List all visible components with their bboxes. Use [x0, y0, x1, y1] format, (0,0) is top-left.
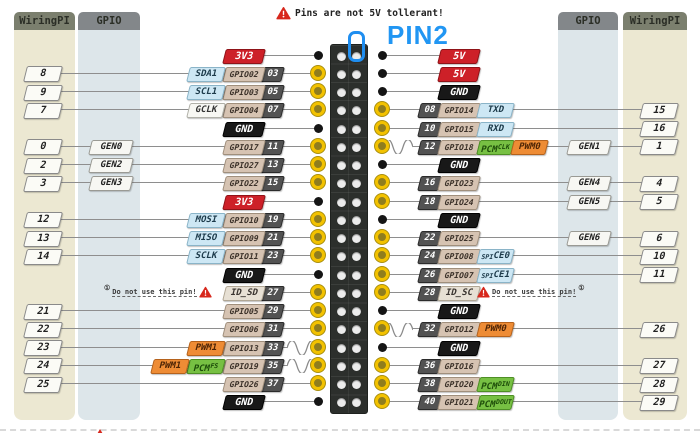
gpio-pin-dot	[311, 376, 325, 390]
pin-number-badge: 36	[417, 359, 442, 374]
gpio-pin-dot	[311, 102, 325, 116]
wiringpi-badge: 6	[639, 231, 679, 247]
wiringpi-badge: 26	[639, 322, 679, 338]
right-wiringpi-header: WiringPI	[623, 12, 687, 30]
gpio-pin-dot	[375, 321, 389, 335]
gpio-label: GPIO26	[222, 377, 266, 392]
header-hole	[352, 325, 361, 334]
pin-number-badge: 31	[260, 322, 285, 337]
left-gpio-header: GPIO	[78, 12, 140, 30]
gpio-label: GPIO04	[222, 103, 266, 118]
function-label: MISO	[186, 231, 226, 246]
id-pin-label: ID_SD	[222, 286, 266, 301]
gpio-label: GPIO22	[222, 176, 266, 191]
header-hole	[352, 179, 361, 188]
wiringpi-badge: 16	[639, 121, 679, 137]
left-wiringpi-header: WiringPI	[14, 12, 75, 30]
gen-label: GEN3	[88, 176, 134, 191]
header-hole	[352, 106, 361, 115]
header-hole	[337, 307, 346, 316]
wiringpi-badge: 14	[23, 249, 63, 265]
gpio-pin-dot	[311, 321, 325, 335]
wiringpi-badge: 3	[23, 176, 63, 192]
ground-label: GND	[222, 122, 266, 137]
pin-number-badge: 35	[260, 359, 285, 374]
header-hole	[337, 325, 346, 334]
wiringpi-badge: 9	[23, 85, 63, 101]
header-hole	[352, 307, 361, 316]
pin-number-badge: 29	[260, 304, 285, 319]
gpio-label: GPIO11	[222, 249, 266, 264]
header-hole	[337, 161, 346, 170]
function-label: SPICE0	[476, 249, 515, 264]
function-label: TXD	[476, 103, 515, 118]
pin-number-badge: 40	[417, 395, 442, 410]
gen-label: GEN1	[566, 140, 612, 155]
wiringpi-badge: 27	[639, 358, 679, 374]
wiringpi-badge: 5	[639, 194, 679, 210]
pin-header-connector	[330, 44, 368, 414]
note-ref: ①	[104, 284, 111, 293]
function-label: SDA1	[186, 67, 226, 82]
right-gpio-column	[558, 30, 618, 420]
function-label: MOSI	[186, 213, 226, 228]
power-pin-dot	[378, 343, 387, 352]
header-hole	[337, 143, 346, 152]
gpio-pin-dot	[311, 175, 325, 189]
gpio-label: GPIO18	[437, 140, 481, 155]
gpio-label: GPIO19	[222, 359, 266, 374]
wiringpi-badge: 15	[639, 103, 679, 119]
pin-number-badge: 32	[417, 322, 442, 337]
pin-number-badge: 19	[260, 213, 285, 228]
gpio-pin-dot	[375, 102, 389, 116]
pcm-label: $PCM^{DIN}$	[476, 377, 515, 392]
header-hole	[337, 271, 346, 280]
left-gpio-column	[78, 30, 140, 420]
pin-number-badge: 33	[260, 341, 285, 356]
wiringpi-badge: 29	[639, 395, 679, 411]
pcm-label: $PCM^{FS}$	[186, 359, 226, 374]
ground-label: GND	[437, 158, 481, 173]
pin-number-badge: 16	[417, 176, 442, 191]
pwm-label: PWM1	[150, 359, 190, 374]
ground-label: GND	[437, 341, 481, 356]
power-pin-dot	[378, 160, 387, 169]
gpio-label: GPIO20	[437, 377, 481, 392]
header-hole	[352, 88, 361, 97]
wiringpi-badge: 11	[639, 267, 679, 283]
header-hole	[352, 125, 361, 134]
gpio-label: GPIO16	[437, 359, 481, 374]
header-hole	[352, 271, 361, 280]
pin-number-badge: 18	[417, 195, 442, 210]
warning-icon	[199, 286, 212, 298]
gpio-label: GPIO15	[437, 122, 481, 137]
gpio-pin-dot	[311, 157, 325, 171]
header-hole	[337, 380, 346, 389]
gpio-pin-dot	[311, 139, 325, 153]
function-label: SPICE1	[476, 268, 515, 283]
header-hole	[337, 216, 346, 225]
gpio-label: GPIO21	[437, 395, 481, 410]
pcm-label: $PCM^{DOUT}$	[476, 395, 515, 410]
wiringpi-badge: 12	[23, 212, 63, 228]
ground-label: GND	[437, 85, 481, 100]
wiringpi-badge: 1	[639, 139, 679, 155]
pin-number-badge: 21	[260, 231, 285, 246]
header-hole	[352, 398, 361, 407]
gpio-pin-dot	[375, 175, 389, 189]
do-not-use-note	[104, 286, 212, 298]
wiringpi-badge: 13	[23, 231, 63, 247]
voltage-warning-text: Pins are not 5V tollerant!	[295, 7, 444, 19]
gpio-pin-dot	[375, 194, 389, 208]
pwm-label: PWM0	[510, 140, 549, 155]
gpio-label: GPIO24	[437, 195, 481, 210]
pin-number-badge: 12	[417, 140, 442, 155]
gpio-pin-dot	[311, 340, 325, 354]
ground-label: GND	[222, 395, 266, 410]
warning-icon	[477, 286, 490, 298]
pin-number-badge: 15	[260, 176, 285, 191]
wiringpi-badge: 4	[639, 176, 679, 192]
header-hole	[337, 52, 346, 61]
note-ref: ①	[578, 284, 585, 293]
gpio-pin-dot	[311, 212, 325, 226]
wiringpi-badge: 24	[23, 358, 63, 374]
pin2-callout: PIN2	[387, 20, 449, 50]
power-label: 5V	[437, 67, 481, 82]
note-text: Do not use this pin!	[492, 287, 577, 296]
gpio-label: GPIO02	[222, 67, 266, 82]
header-hole	[352, 252, 361, 261]
power-label: 3V3	[222, 195, 266, 210]
do-not-use-note	[477, 286, 585, 298]
pin-number-badge: 22	[417, 231, 442, 246]
pcm-label: $PCM^{CLK}$	[476, 140, 515, 155]
ground-label: GND	[222, 268, 266, 283]
gpio-label: GPIO03	[222, 85, 266, 100]
pin-number-badge: 28	[417, 286, 442, 301]
pin-number-badge: 07	[260, 103, 285, 118]
gpio-pin-dot	[375, 230, 389, 244]
gpio-label: GPIO07	[437, 268, 481, 283]
header-hole	[352, 70, 361, 79]
wiringpi-badge: 25	[23, 377, 63, 393]
wiringpi-badge: 7	[23, 103, 63, 119]
gen-label: GEN6	[566, 231, 612, 246]
wiringpi-badge: 10	[639, 249, 679, 265]
gpio-label: GPIO06	[222, 322, 266, 337]
pin-number-badge: 05	[260, 85, 285, 100]
header-hole	[352, 344, 361, 353]
warning-icon	[276, 6, 291, 20]
wiringpi-badge: 28	[639, 377, 679, 393]
header-hole	[352, 198, 361, 207]
gpio-label: GPIO13	[222, 341, 266, 356]
wiringpi-badge: 2	[23, 158, 63, 174]
gpio-pin-dot	[311, 230, 325, 244]
power-pin-dot	[314, 124, 323, 133]
gpio-pin-dot	[311, 303, 325, 317]
function-label: GCLK	[186, 103, 226, 118]
pwm-label: PWM1	[186, 341, 226, 356]
gpio-pin-dot	[311, 358, 325, 372]
power-pin-dot	[314, 270, 323, 279]
gpio-pin-dot	[311, 285, 325, 299]
pin-number-badge: 10	[417, 122, 442, 137]
power-pin-dot	[378, 69, 387, 78]
gpio-label: GPIO12	[437, 322, 481, 337]
header-hole	[352, 143, 361, 152]
header-hole	[352, 161, 361, 170]
gen-label: GEN5	[566, 195, 612, 210]
gpio-pin-dot	[375, 139, 389, 153]
pin-number-badge: 11	[260, 140, 285, 155]
wiringpi-badge: 21	[23, 304, 63, 320]
power-pin-dot	[314, 51, 323, 60]
note-text: Do not use this pin!	[112, 287, 197, 296]
pin-number-badge: 26	[417, 268, 442, 283]
gpio-pin-dot	[375, 121, 389, 135]
header-hole	[337, 252, 346, 261]
gpio-pin-dot	[375, 248, 389, 262]
pin-number-badge: 23	[260, 249, 285, 264]
header-hole	[337, 362, 346, 371]
pin-number-badge: 03	[260, 67, 285, 82]
header-hole	[337, 398, 346, 407]
power-pin-dot	[378, 306, 387, 315]
gpio-label: GPIO09	[222, 231, 266, 246]
header-hole	[337, 70, 346, 79]
right-gpio-header: GPIO	[558, 12, 618, 30]
gpio-pin-dot	[311, 66, 325, 80]
function-label: RXD	[476, 122, 515, 137]
pin-number-badge: 24	[417, 249, 442, 264]
power-pin-dot	[378, 51, 387, 60]
header-hole	[337, 179, 346, 188]
gpio-pin-dot	[375, 394, 389, 408]
pin-number-badge: 13	[260, 158, 285, 173]
function-label: SCL1	[186, 85, 226, 100]
header-hole	[337, 198, 346, 207]
gpio-pin-dot	[375, 267, 389, 281]
power-pin-dot	[378, 215, 387, 224]
gpio-label: GPIO23	[437, 176, 481, 191]
gen-label: GEN4	[566, 176, 612, 191]
ground-label: GND	[437, 213, 481, 228]
gpio-label: GPIO27	[222, 158, 266, 173]
gpio-pin-dot	[375, 285, 389, 299]
gen-label: GEN0	[88, 140, 134, 155]
gpio-label: GPIO17	[222, 140, 266, 155]
power-pin-dot	[314, 197, 323, 206]
power-pin-dot	[314, 397, 323, 406]
header-hole	[352, 362, 361, 371]
gpio-label: GPIO05	[222, 304, 266, 319]
header-hole	[352, 234, 361, 243]
gpio-pin-dot	[375, 376, 389, 390]
pin-number-badge: 37	[260, 377, 285, 392]
wiringpi-badge: 8	[23, 66, 63, 82]
header-hole	[337, 125, 346, 134]
header-hole	[352, 380, 361, 389]
function-label: SCLK	[186, 249, 226, 264]
gen-label: GEN2	[88, 158, 134, 173]
power-pin-dot	[378, 87, 387, 96]
wiringpi-badge: 0	[23, 139, 63, 155]
header-hole	[352, 289, 361, 298]
pin-number-badge: 38	[417, 377, 442, 392]
wiringpi-badge: 22	[23, 322, 63, 338]
voltage-warning	[276, 6, 444, 20]
header-hole	[337, 344, 346, 353]
wiringpi-badge: 23	[23, 340, 63, 356]
gpio-label: GPIO14	[437, 103, 481, 118]
pin-number-badge: 08	[417, 103, 442, 118]
header-hole	[352, 216, 361, 225]
power-label: 3V3	[222, 49, 266, 64]
gpio-label: GPIO08	[437, 249, 481, 264]
ground-label: GND	[437, 304, 481, 319]
id-pin-label: ID_SC	[437, 286, 481, 301]
gpio-pin-dot	[311, 84, 325, 98]
power-label: 5V	[437, 49, 481, 64]
header-hole	[337, 289, 346, 298]
gpio-pin-dot	[311, 248, 325, 262]
pin2-highlight-box	[348, 31, 365, 62]
gpio-label: GPIO10	[222, 213, 266, 228]
pwm-label: PWM0	[476, 322, 515, 337]
gpio-pin-dot	[375, 358, 389, 372]
header-hole	[337, 88, 346, 97]
gpio-label: GPIO25	[437, 231, 481, 246]
clipped-warning-icon	[93, 429, 107, 433]
header-hole	[337, 106, 346, 115]
pin-number-badge: 27	[260, 286, 285, 301]
header-hole	[337, 234, 346, 243]
